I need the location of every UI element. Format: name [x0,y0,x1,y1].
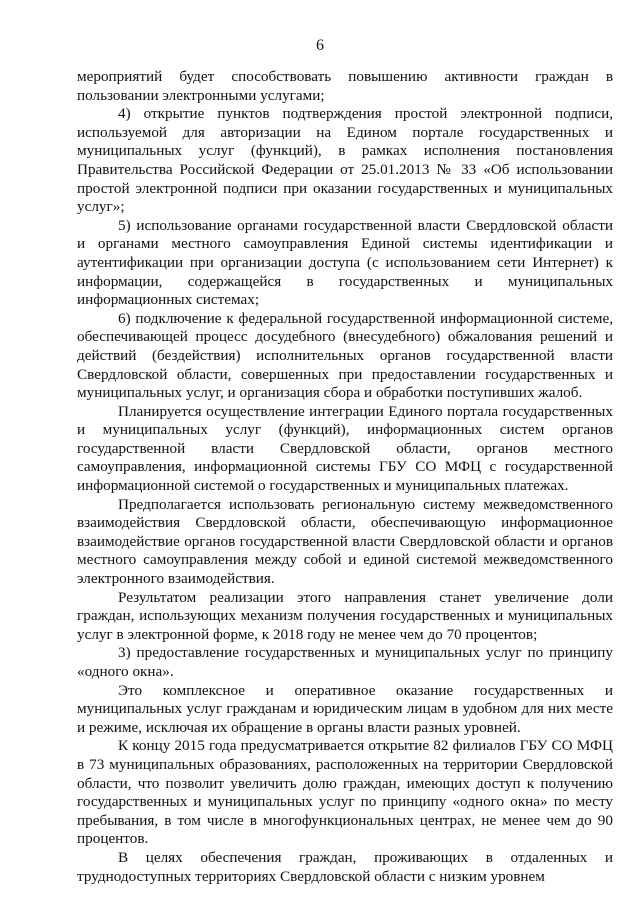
paragraph-item-4: 4) открытие пунктов подтверждения простой электронной подписи, используемой для авторизации на Едином портале государственных и муниципальных услуг (функций), в рамках исполнения постановления Правительства Российской Федерации от 25.01.2013 № 33 «Об использовании простой электронной подписи при оказании государственных и муниципальных услуг»; [77,105,613,216]
paragraph-branches: К концу 2015 года предусматривается открытие 82 филиалов ГБУ СО МФЦ в 73 муниципальных образованиях, расположенных на территории Свердловской области, что позволит увеличить долю граждан, имеющих доступ к получению государственных и муниципальных услуг по принципу «одного окна» по месту пребывания, в том числе в многофункциональных центрах, не менее чем до 90 процентов. [77,737,613,848]
paragraph-item-5: 5) использование органами государственной власти Свердловской области и органами местного самоуправления Единой системы идентификации и аутентификации при организации доступа (с использованием сети Интернет) к информации, содержащейся в государственных и муниципальных информационных системах; [77,216,613,309]
paragraph-item-3: 3) предоставление государственных и муниципальных услуг по принципу «одного окна». [77,644,613,680]
paragraph-interaction-system: Предполагается использовать региональную систему межведомственного взаимодействия Свердловской области, обеспечивающую информационное взаимодействие органов государственной власти Свердловской области и органов местного самоуправления между собой и единой системой межведомственного электронного взаимодействия. [77,495,613,588]
paragraph-continuation: мероприятий будет способствовать повышению активности граждан в пользовании электронными услугами; [77,68,613,104]
paragraph-remote-territories: В целях обеспечения граждан, проживающих в отдаленных и труднодоступных территориях Свердловской области с низким уровнем [77,848,613,885]
paragraph-one-window: Это комплексное и оперативное оказание государственных и муниципальных услуг гражданам и юридическим лицам в удобном для них месте и режиме, исключая их обращение в органы власти разных уровней. [77,681,613,736]
paragraph-item-6: 6) подключение к федеральной государственной информационной системе, обеспечивающей процесс досудебного (внесудебного) обжалования решений и действий (бездействия) исполнительных органов государственной власти Свердловской области, совершенных при предоставлении государственных и муниципальных услуг, и организация сбора и обработки поступивших жалоб. [77,309,613,402]
paragraph-result: Результатом реализации этого направления станет увеличение доли граждан, использующих механизм получения государственных и муниципальных услуг в электронной форме, к 2018 году не менее чем до 70 процентов; [77,588,613,643]
paragraph-integration: Планируется осуществление интеграции Единого портала государственных и муниципальных услуг (функций), информационных систем органов государственной власти Свердловской области, органов местного самоуправления, информационной системы ГБУ СО МФЦ с государственной информационной системой о государственных и муниципальных платежах. [77,402,613,495]
body-text [77,68,613,886]
page-number: 6 [316,37,324,54]
